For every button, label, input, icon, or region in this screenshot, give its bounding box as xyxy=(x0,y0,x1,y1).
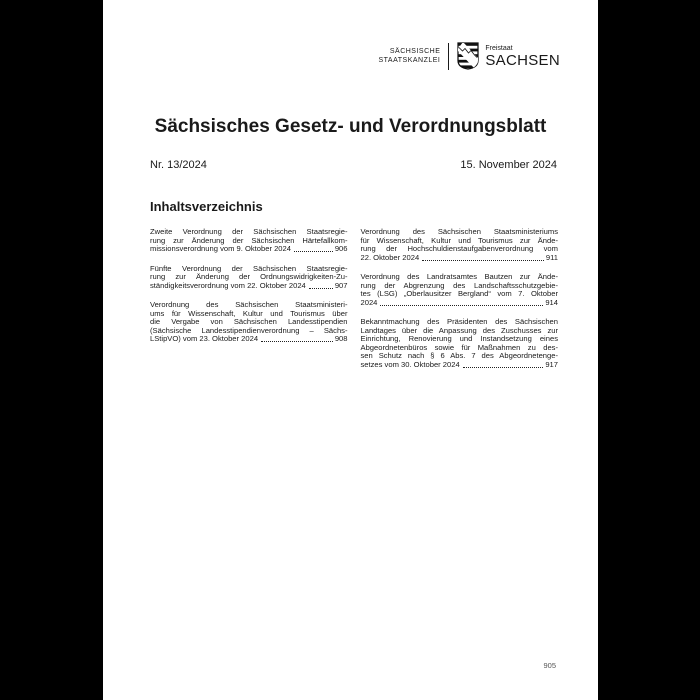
toc-page-reference: 911 xyxy=(545,252,558,262)
toc-entry-line: Landtages über die Anpassung des Zuschusses zur xyxy=(360,325,558,335)
toc-entry-line: Fünfte Verordnung der Sächsischen Staatsregie- xyxy=(150,263,348,273)
toc-entry-text: ständigkeitsverordnung vom 22. Oktober 2024 xyxy=(150,280,306,290)
issue-date: 15. November 2024 xyxy=(460,159,557,171)
state-prefix: Freistaat xyxy=(485,44,513,52)
dot-leader xyxy=(463,367,544,368)
toc-entry-line: Abgeordnetenbüros sowie für Maßnahmen zu des- xyxy=(360,342,558,352)
agency-name xyxy=(379,47,441,65)
toc-entry xyxy=(150,265,348,291)
dot-leader xyxy=(380,305,543,306)
toc-entry-line: Verordnung des Sächsischen Staatsministeri- xyxy=(150,300,348,309)
page-number: 905 xyxy=(543,661,556,670)
toc-entry-line: rung der Abgrenzung des Landschaftsschutzgebie- xyxy=(360,280,558,290)
toc-entry-text: missionsverordnung vom 9. Oktober 2024 xyxy=(150,244,291,253)
toc-entry xyxy=(361,318,559,369)
dot-leader xyxy=(261,341,333,342)
toc-entry-last-line xyxy=(150,335,348,344)
toc-entry-text: 22. Oktober 2024 xyxy=(360,252,420,262)
dot-leader xyxy=(309,288,333,289)
state-name: SACHSEN xyxy=(485,51,560,69)
toc-entry-line: sen Schutz nach § 6 Abs. 7 des Abgeordnetenge- xyxy=(360,351,558,360)
toc-page-reference: 914 xyxy=(545,297,558,307)
document-page xyxy=(103,0,598,700)
toc-heading: Inhaltsverzeichnis xyxy=(150,199,263,214)
toc-entry-line: rung der Hochschuldienstaufgabenverordnung vom xyxy=(360,244,558,253)
toc-entry-line: rung zur Änderung der Ordnungswidrigkeiten-Zu- xyxy=(150,272,348,281)
toc-entry-last-line xyxy=(361,254,559,263)
saxony-logo xyxy=(379,42,561,70)
issue-meta-row xyxy=(150,159,557,171)
table-of-contents xyxy=(150,228,558,380)
toc-page-reference: 917 xyxy=(545,359,558,369)
toc-entry xyxy=(361,228,559,262)
toc-entry-line: rung zur Änderung der Sächsischen Härtefallkom- xyxy=(150,235,348,245)
toc-page-reference: 906 xyxy=(334,244,348,253)
agency-line-1: SÄCHSISCHE xyxy=(389,48,441,55)
gazette-title: Sächsisches Gesetz- und Verordnungsblatt xyxy=(154,116,547,137)
toc-entry-line: (Sächsische Landesstipendienverordnung – Sächs- xyxy=(150,325,348,335)
toc-entry-line: Bekanntmachung des Präsidenten des Sächsischen xyxy=(360,317,558,326)
agency-line-2: STAATSKANZLEI xyxy=(378,57,441,64)
toc-entry xyxy=(361,273,559,307)
dot-leader xyxy=(294,251,333,252)
toc-entry-last-line xyxy=(361,361,559,370)
toc-left-column xyxy=(150,228,348,380)
toc-entry xyxy=(150,228,348,254)
saxony-coat-of-arms-icon xyxy=(457,42,479,70)
toc-entry-line: ums für Wissenschaft, Kultur und Tourismus über xyxy=(150,308,348,318)
issue-number: Nr. 13/2024 xyxy=(150,159,207,171)
toc-entry-last-line xyxy=(150,245,348,254)
logo-divider xyxy=(448,43,449,70)
toc-entry xyxy=(150,301,348,344)
toc-entry-line: Einrichtung, Renovierung und Instandsetzung eines xyxy=(360,334,558,343)
toc-entry-line: für Wissenschaft, Kultur und Tourismus zur Ände- xyxy=(360,235,558,245)
toc-entry-last-line xyxy=(150,282,348,291)
toc-page-reference: 908 xyxy=(334,334,348,343)
toc-entry-line: Verordnung des Landratsamtes Bautzen zur Ände- xyxy=(360,272,558,281)
toc-entry-line: die Vergabe von Sächsischen Landesstipendien xyxy=(150,317,348,326)
toc-entry-text: LStipVO) vom 23. Oktober 2024 xyxy=(150,334,259,343)
state-wordmark xyxy=(485,45,560,68)
toc-entry-line: tes (LSG) „Oberlausitzer Bergland“ vom 7. Oktober xyxy=(360,289,558,298)
dot-leader xyxy=(422,260,544,261)
toc-entry-line: Verordnung des Sächsischen Staatsministeriums xyxy=(360,227,558,236)
toc-entry-last-line xyxy=(361,299,559,308)
toc-entry-text: setzes vom 30. Oktober 2024 xyxy=(360,359,460,369)
toc-right-column xyxy=(361,228,559,380)
toc-page-reference: 907 xyxy=(334,280,348,290)
toc-entry-line: Zweite Verordnung der Sächsischen Staatsregie- xyxy=(150,227,348,236)
toc-entry-text: 2024 xyxy=(360,297,378,307)
